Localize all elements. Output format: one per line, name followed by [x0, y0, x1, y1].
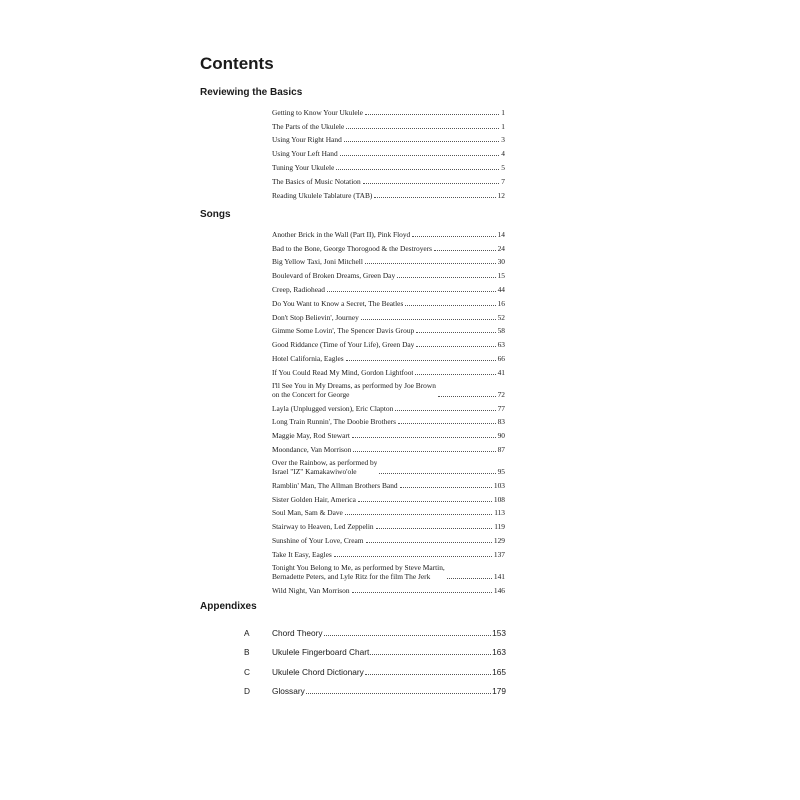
leader-dots	[365, 263, 496, 264]
page-number: 15	[497, 271, 505, 281]
page-number: 12	[497, 190, 505, 200]
leader-dots	[398, 423, 496, 424]
page-number: 5	[501, 162, 505, 172]
leader-dots	[379, 473, 495, 474]
page-number: 87	[497, 444, 505, 454]
appendix-letter: D	[244, 685, 250, 696]
leader-dots	[336, 169, 499, 170]
toc-entry[interactable]: Take It Easy, Eagles 137	[272, 549, 505, 559]
leader-dots	[397, 277, 495, 278]
leader-dots	[363, 183, 500, 184]
leader-dots	[395, 410, 495, 411]
toc-entry[interactable]: Wild Night, Van Morrison 146	[272, 585, 505, 595]
toc-entry[interactable]: If You Could Read My Mind, Gordon Lightfoot 41	[272, 367, 505, 377]
toc-entry[interactable]: Reading Ukulele Tablature (TAB) 12	[272, 190, 505, 200]
leader-dots	[366, 542, 492, 543]
appendix-title: Ukulele Fingerboard Chart	[272, 647, 370, 658]
appendix-entry[interactable]	[244, 638, 506, 657]
toc-entry[interactable]: Using Your Left Hand 4	[272, 149, 505, 159]
page-number: 14	[497, 229, 505, 239]
page-number: 7	[501, 176, 505, 186]
page-number: 1	[501, 121, 505, 131]
leader-dots	[416, 346, 495, 347]
leader-dots	[352, 592, 492, 593]
page-number: 24	[497, 243, 505, 253]
toc-entry[interactable]: Don't Stop Believin', Journey 52	[272, 312, 505, 322]
page-number: 77	[497, 403, 505, 413]
page-number: 141	[493, 571, 505, 581]
toc-entry[interactable]: Layla (Unplugged version), Eric Clapton 77	[272, 403, 505, 413]
section-heading-basics: Reviewing the Basics	[200, 87, 303, 98]
section-heading-songs: Songs	[200, 209, 231, 220]
leader-dots	[334, 556, 492, 557]
toc-entry[interactable]: I'll See You in My Dreams, as performed by Joe Brown on the Concert for George 72	[272, 380, 505, 399]
leader-dots	[324, 635, 492, 636]
appendix-title: Glossary	[272, 685, 305, 696]
page-number: 103	[493, 480, 505, 490]
page-number: 83	[497, 417, 505, 427]
leader-dots	[405, 305, 495, 306]
appendixes-list	[244, 619, 506, 696]
toc-entry[interactable]: Soul Man, Sam & Dave 113	[272, 508, 505, 518]
page-number: 16	[497, 298, 505, 308]
appendix-letter: A	[244, 628, 250, 639]
page-number: 129	[493, 535, 505, 545]
leader-dots	[346, 360, 496, 361]
section-heading-appendixes: Appendixes	[200, 601, 257, 612]
leader-dots	[365, 674, 491, 675]
leader-dots	[415, 374, 495, 375]
page-number: 30	[497, 257, 505, 267]
toc-entry[interactable]: The Basics of Music Notation 7	[272, 176, 505, 186]
page-number: 163	[492, 647, 506, 658]
appendix-title: Ukulele Chord Dictionary	[272, 666, 364, 677]
toc-entry[interactable]: Big Yellow Taxi, Joni Mitchell 30	[272, 257, 505, 267]
leader-dots	[345, 514, 492, 515]
appendix-entry[interactable]	[244, 657, 506, 676]
toc-entry[interactable]: Moondance, Van Morrison 87	[272, 444, 505, 454]
page-number: 1	[501, 107, 505, 117]
toc-entry[interactable]: Do You Want to Know a Secret, The Beatles 16	[272, 298, 505, 308]
page-number: 44	[497, 284, 505, 294]
appendix-letter: C	[244, 666, 250, 677]
leader-dots	[412, 236, 495, 237]
leader-dots	[306, 693, 491, 694]
leader-dots	[346, 128, 499, 129]
toc-entry[interactable]: Getting to Know Your Ukulele 1	[272, 107, 505, 117]
page-number: 146	[493, 585, 505, 595]
page-number: 58	[497, 326, 505, 336]
page-number: 165	[492, 666, 506, 677]
page-number: 72	[497, 389, 505, 399]
leader-dots	[361, 319, 496, 320]
page-number: 41	[497, 367, 505, 377]
leader-dots	[327, 291, 496, 292]
appendix-entry[interactable]	[244, 619, 506, 638]
page-number: 95	[497, 466, 505, 476]
leader-dots	[358, 501, 492, 502]
page-number: 108	[493, 494, 505, 504]
leader-dots	[416, 332, 495, 333]
appendix-entry[interactable]	[244, 677, 506, 696]
appendix-title: Chord Theory	[272, 628, 323, 639]
toc-entry[interactable]: Creep, Radiohead 44	[272, 284, 505, 294]
leader-dots	[438, 396, 496, 397]
toc-entry[interactable]: Boulevard of Broken Dreams, Green Day 15	[272, 271, 505, 281]
leader-dots	[434, 250, 496, 251]
leader-dots	[365, 114, 499, 115]
basics-list	[272, 103, 505, 200]
leader-dots	[447, 578, 492, 579]
page-number: 113	[494, 508, 505, 518]
page-number: 66	[497, 353, 505, 363]
page-number: 52	[497, 312, 505, 322]
leader-dots	[353, 451, 495, 452]
leader-dots	[376, 528, 493, 529]
toc-entry[interactable]: Over the Rainbow, as performed by Israel "IZ" Kamakawiwo'ole 95	[272, 457, 505, 476]
page-number: 137	[493, 549, 505, 559]
page-number: 90	[497, 431, 505, 441]
toc-entry[interactable]: Using Your Right Hand 3	[272, 135, 505, 145]
page-number: 153	[492, 628, 506, 639]
leader-dots	[400, 487, 492, 488]
leader-dots	[340, 155, 500, 156]
appendix-letter: B	[244, 647, 250, 658]
toc-entry[interactable]: Tuning Your Ukulele 5	[272, 162, 505, 172]
page-number: 3	[501, 135, 505, 145]
toc-entry[interactable]: Sunshine of Your Love, Cream 129	[272, 535, 505, 545]
leader-dots	[344, 141, 499, 142]
toc-entry[interactable]: Good Riddance (Time of Your Life), Green Day 63	[272, 340, 505, 350]
toc-entry[interactable]: Hotel California, Eagles 66	[272, 353, 505, 363]
toc-entry[interactable]: Bad to the Bone, George Thorogood & the Destroyers 24	[272, 243, 505, 253]
page-number: 63	[497, 340, 505, 350]
toc-entry[interactable]: Long Train Runnin', The Doobie Brothers 83	[272, 417, 505, 427]
toc-entry[interactable]: The Parts of the Ukulele 1	[272, 121, 505, 131]
toc-entry[interactable]: Maggie May, Rod Stewart 90	[272, 431, 505, 441]
page-number: 4	[501, 149, 505, 159]
toc-entry[interactable]: Tonight You Belong to Me, as performed by Steve Martin, Bernadette Peters, and Lyle Ritz for the film The Jerk 141	[272, 562, 505, 581]
toc-entry[interactable]: Stairway to Heaven, Led Zeppelin 119	[272, 522, 505, 532]
toc-entry[interactable]: Sister Golden Hair, America 108	[272, 494, 505, 504]
leader-dots	[352, 437, 496, 438]
toc-entry[interactable]: Another Brick in the Wall (Part II), Pink Floyd 14	[272, 229, 505, 239]
page-number: 179	[492, 685, 506, 696]
page-number: 119	[494, 522, 505, 532]
toc-entry[interactable]: Ramblin' Man, The Allman Brothers Band 103	[272, 480, 505, 490]
leader-dots	[370, 654, 491, 655]
leader-dots	[374, 197, 495, 198]
page-title: Contents	[200, 54, 274, 73]
toc-entry[interactable]: Gimme Some Lovin', The Spencer Davis Group 58	[272, 326, 505, 336]
songs-list	[272, 225, 505, 595]
